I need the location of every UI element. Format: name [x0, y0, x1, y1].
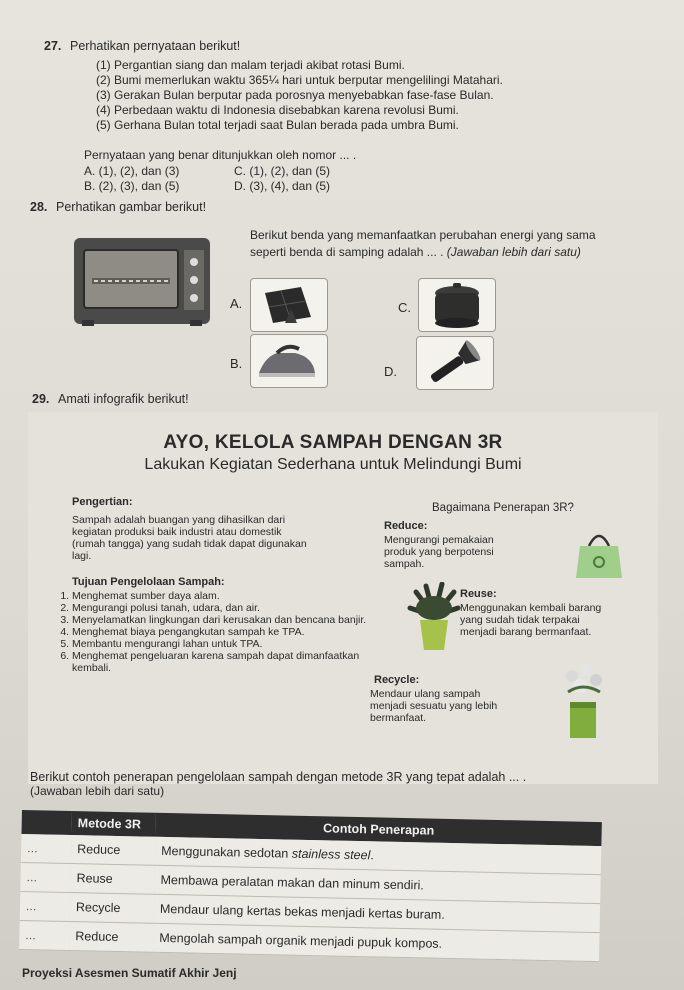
- italic-term: stainless steel: [291, 846, 371, 863]
- pengertian-title: Pengertian:: [72, 496, 133, 508]
- q27-statements: [96, 58, 656, 133]
- reduce-line: sampah.: [384, 558, 425, 570]
- recycle-line: Mendaur ulang sampah: [370, 688, 481, 700]
- tujuan-item: 6. Menghemat pengeluaran karena sampah dapat dimanfaatkan kembali.: [72, 650, 370, 674]
- q27-statement: (1) Pergantian siang dan malam terjadi akibat rotasi Bumi.: [96, 58, 405, 72]
- q27-question: Pernyataan yang benar ditunjukkan oleh nomor ... .: [84, 148, 357, 162]
- reuse-line: yang sudah tidak terpakai: [460, 614, 580, 626]
- reuse-title: Reuse:: [460, 588, 497, 600]
- electric-iron-icon[interactable]: [250, 334, 328, 388]
- q28-label-c[interactable]: C.: [398, 300, 411, 315]
- shopping-bag-icon: [574, 524, 624, 585]
- q27-statement: (2) Bumi memerlukan waktu 365¼ hari untuk berputar mengelilingi Matahari.: [96, 73, 503, 87]
- q27-statement: (3) Gerakan Bulan berputar pada porosnya menyebabkan fase-fase Bulan.: [96, 88, 494, 102]
- rice-cooker-icon[interactable]: [418, 278, 496, 332]
- q27-option-d[interactable]: D. (3), (4), dan (5): [234, 179, 331, 193]
- tujuan-title: Tujuan Pengelolaan Sampah:: [72, 576, 225, 588]
- pengertian-line: (rumah tangga) yang sudah tidak dapat digunakan: [72, 538, 307, 550]
- q28-hint: (Jawaban lebih dari satu): [446, 245, 581, 259]
- tujuan-item: 4. Menghemat biaya pengangkutan sampah ke TPA.: [72, 626, 370, 638]
- answer-checkbox[interactable]: ...: [20, 862, 71, 892]
- q29-number: 29.: [32, 392, 50, 406]
- metode-cell: Recycle: [70, 893, 155, 924]
- q27-prompt: Perhatikan pernyataan berikut!: [70, 39, 241, 53]
- table-header-metode: Metode 3R: [71, 811, 155, 837]
- reuse-line: Menggunakan kembali barang: [460, 602, 602, 614]
- tujuan-item: 5. Membantu mengurangi lahan untuk TPA.: [72, 638, 370, 650]
- infographic: [28, 412, 658, 784]
- q28-label-d[interactable]: D.: [384, 364, 397, 379]
- infographic-subtitle: Lakukan Kegiatan Sederhana untuk Melindungi Bumi: [144, 456, 522, 473]
- contoh-cell: Mengolah sampah organik menjadi pupuk kompos.: [153, 923, 600, 961]
- pengertian-line: Sampah adalah buangan yang dihasilkan dari: [72, 514, 286, 526]
- toaster-oven-icon: [72, 232, 212, 328]
- solar-panel-icon[interactable]: [250, 278, 328, 332]
- q29-question: Berikut contoh penerapan pengelolaan sampah dengan metode 3R yang tepat adalah ... .: [30, 770, 527, 784]
- q27-option-b[interactable]: B. (2), (3), dan (5): [84, 179, 180, 193]
- answer-checkbox[interactable]: ...: [20, 891, 71, 921]
- q27-statement: (5) Gerhana Bulan total terjadi saat Bulan berada pada umbra Bumi.: [96, 118, 459, 132]
- contoh-cell: Menggunakan sedotan stainless steel.: [155, 837, 601, 875]
- potted-plant-icon: [406, 582, 462, 657]
- pengertian-text: [72, 514, 372, 562]
- q27-option-a[interactable]: A. (1), (2), dan (3): [84, 164, 180, 178]
- reduce-line: Mengurangi pemakaian: [384, 534, 494, 546]
- q28-number: 28.: [30, 200, 48, 214]
- table-header-mark: [21, 810, 71, 835]
- page-footer: Proyeksi Asesmen Sumatif Akhir Jenj: [22, 966, 237, 980]
- tujuan-item: 1. Menghemat sumber daya alam.: [72, 590, 370, 602]
- answer-checkbox[interactable]: ...: [21, 834, 72, 864]
- tujuan-item: 3. Menyelamatkan lingkungan dari kerusakan dan bencana banjir.: [72, 614, 370, 626]
- recycle-title: Recycle:: [374, 674, 420, 686]
- q27-option-c[interactable]: C. (1), (2), dan (5): [234, 164, 331, 178]
- reduce-line: produk yang berpotensi: [384, 546, 494, 558]
- pengertian-line: kegiatan produksi baik industri atau domestik: [72, 526, 282, 538]
- infographic-title: AYO, KELOLA SAMPAH DENGAN 3R: [163, 432, 503, 453]
- q29-prompt: Amati infografik berikut!: [58, 392, 189, 406]
- metode-cell: Reduce: [69, 922, 154, 953]
- recycle-line: menjadi sesuatu yang lebih: [370, 700, 498, 712]
- reduce-title: Reduce:: [384, 520, 428, 532]
- flashlight-icon[interactable]: [416, 336, 494, 390]
- reduce-text: [384, 534, 554, 570]
- q28-text-line2: seperti benda di samping adalah ... .: [250, 245, 447, 259]
- penerapan-title: Bagaimana Penerapan 3R?: [432, 502, 574, 514]
- contoh-cell: Membawa peralatan makan dan minum sendiri.: [154, 865, 601, 903]
- recycled-bottle-planter-icon: [558, 662, 608, 747]
- q28-text: [250, 228, 670, 260]
- tujuan-list: [58, 590, 370, 674]
- recycle-text: [370, 688, 550, 724]
- pengertian-line: lagi.: [72, 550, 92, 562]
- q28-label-b[interactable]: B.: [230, 356, 243, 371]
- q28-label-a[interactable]: A.: [230, 296, 243, 311]
- metode-cell: Reduce: [71, 835, 156, 865]
- q27-number: 27.: [44, 39, 62, 53]
- reuse-text: [460, 602, 660, 638]
- q28-text-line1: Berikut benda yang memanfaatkan perubahan energi yang sama: [250, 228, 596, 242]
- table-header-contoh: Contoh Penerapan: [155, 813, 601, 846]
- q27-statement: (4) Perbedaan waktu di Indonesia disebabkan karena revolusi Bumi.: [96, 103, 459, 117]
- contoh-cell: Mendaur ulang kertas bekas menjadi kertas buram.: [154, 894, 601, 932]
- reuse-line: menjadi barang bermanfaat.: [460, 626, 592, 638]
- q29-hint: (Jawaban lebih dari satu): [30, 784, 165, 798]
- metode-cell: Reuse: [70, 864, 155, 895]
- answer-checkbox[interactable]: ...: [19, 920, 70, 950]
- answer-table: [19, 810, 602, 962]
- q27-options: [84, 164, 434, 194]
- tujuan-item: 2. Mengurangi polusi tanah, udara, dan air.: [72, 602, 370, 614]
- recycle-line: bermanfaat.: [370, 712, 427, 724]
- q28-prompt: Perhatikan gambar berikut!: [56, 200, 207, 214]
